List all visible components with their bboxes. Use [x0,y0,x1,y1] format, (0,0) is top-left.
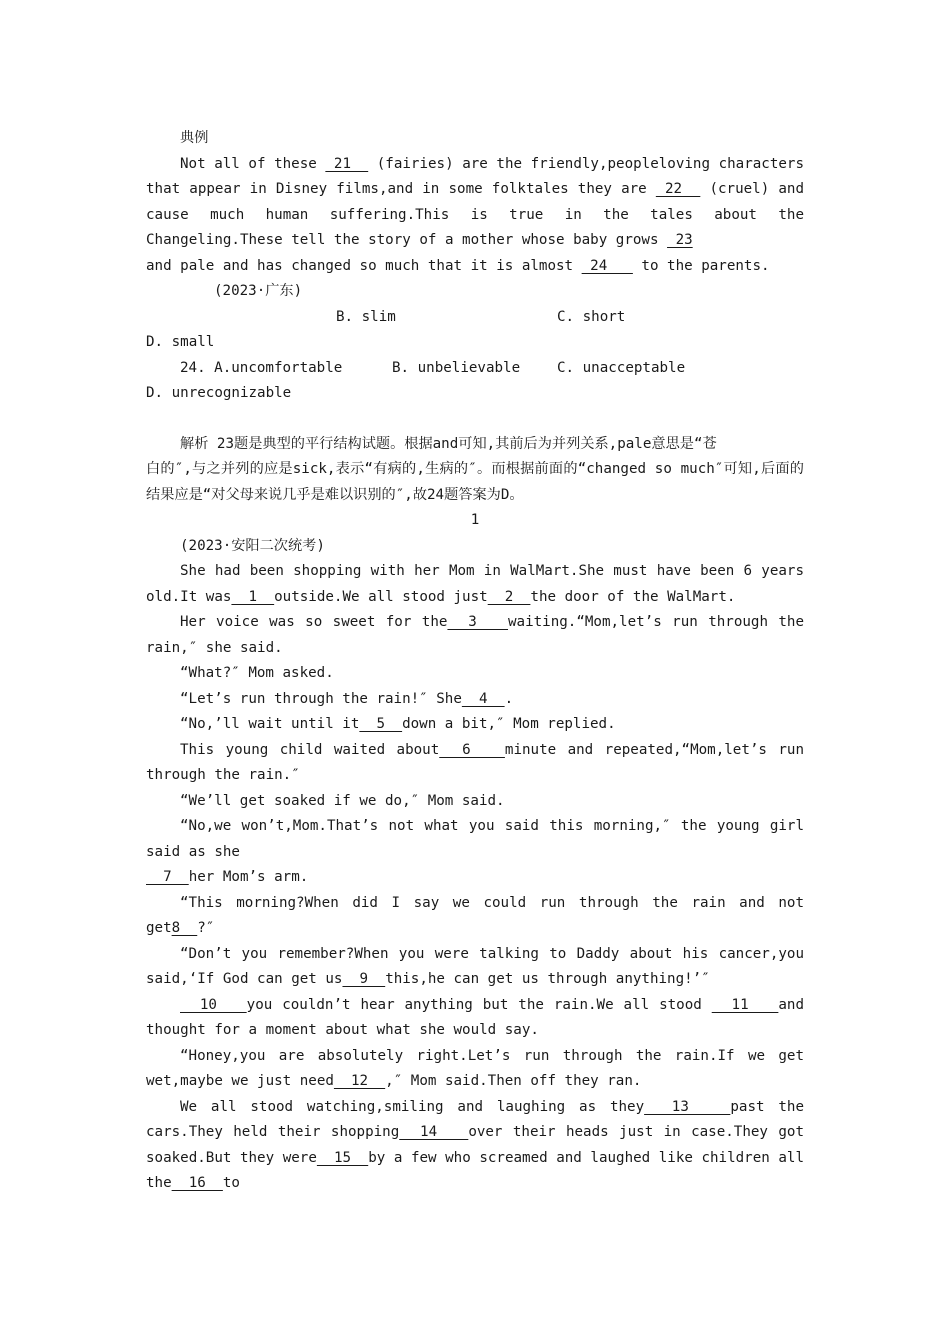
passage-paragraph-3: “What?″ Mom asked. [180,665,334,681]
option-23-b: B. slim [336,308,396,325]
analysis-continued: 白的″,与之并列的应是sick,表示“有病的,生病的″。而根据前面的“changed so much″可知,后面的结果应是“对父母来说几乎是难以识别的″,故24题答案为D。 [146,461,804,503]
passage-paragraph-10: “Don’t you remember?When you were talking to Daddy about his cancer,you said,‘If God can get us 9 this,he can get us through anything!’″ [146,945,804,987]
passage-paragraph-1: She had been shopping with her Mom in WalMart.She must have been 6 years old.It was 1 outside.We all stood just 2 the door of the WalMart. [146,563,804,605]
example-passage-end: and pale and has changed so much that it is almost 24 to the parents. [146,257,770,274]
option-23-c: C. short [557,308,626,325]
blank-7: 7 [146,869,189,885]
option-24-b: B. unbelievable [392,359,521,376]
section-number: 1 [470,512,480,528]
question-23-options [146,305,804,331]
blank-15: 15 [316,1149,369,1166]
example-source: (2023·广东) [214,283,303,299]
passage-paragraph-5: “No,’ll wait until it 5 down a bit,″ Mom replied. [180,716,616,732]
question-24-options [146,356,804,382]
blank-14: 14 [399,1124,469,1140]
passage-paragraph-9: “This morning?When did I say we could run through the rain and not get8 ?″ [146,894,804,936]
blank-16: 16 [171,1175,223,1191]
passage-paragraph-2: Her voice was so sweet for the 3 waiting.“Mom,let’s run through the rain,″ she said. [146,614,805,656]
example-heading: 典例 [180,130,209,146]
analysis-paragraph: 解析 23题是典型的平行结构试题。根据and可知,其前后为并列关系,pale意思是“苍 [180,435,717,452]
blank-6: 6 [439,741,505,758]
blank-21: 21 [325,155,369,172]
passage-paragraph-8: “No,we won’t,Mom.That’s not what you said this morning,″ the young girl said as she [146,818,804,860]
option-24-d: D. unrecognizable [146,385,292,401]
blank-5: 5 [359,716,403,732]
blank-3: 3 [447,614,509,630]
blank-9: 9 [342,971,386,987]
blank-8: 8 [171,920,198,936]
passage-paragraph-11: 10 you couldn’t hear anything but the rain.We all stood 11 and thought for a moment about what she would say. [146,996,804,1038]
blank-12: 12 [333,1073,386,1089]
blank-24: 24 [581,257,633,274]
example-passage: Not all of these 21 (fairies) are the friendly,peopleloving characters that appear in Disney films,and in some folktales they are 22 (cruel) and cause much human suffering.This is true in the tales about the Changeling.These tell the story of a mother whose baby grows 23 [146,155,805,248]
blank-2: 2 [487,588,531,605]
passage-paragraph-6: This young child waited about 6 minute and repeated,“Mom,let’s run through the rain.″ [146,741,804,783]
passage-source: (2023·安阳二次统考) [180,537,325,554]
option-24-c: C. unacceptable [557,359,686,376]
passage-paragraph-13: We all stood watching,smiling and laughing as they 13 past the cars.They held their shopping 14 over their heads just in case.They got soaked.But they were 15 by a few who screamed and laughed like children all the 16 to [146,1098,804,1191]
option-24-a: 24. A.uncomfortable [180,359,343,376]
blank-23: 23 [667,232,693,248]
passage-paragraph-7: “We’ll get soaked if we do,″ Mom said. [180,792,505,809]
blank-4: 4 [461,690,505,707]
blank-10: 10 [180,996,247,1013]
passage-paragraph-8-continued: 7 her Mom’s arm. [146,869,309,885]
blank-1: 1 [231,588,275,605]
option-23-d: D. small [146,334,215,350]
document-page [146,126,804,1197]
passage-paragraph-4: “Let’s run through the rain!″ She 4 . [180,690,514,707]
blank-11: 11 [711,996,779,1013]
blank-13: 13 [644,1098,731,1115]
blank-22: 22 [655,181,701,197]
passage-paragraph-12: “Honey,you are absolutely right.Let’s run through the rain.If we get wet,maybe we just need 12 ,″ Mom said.Then off they ran. [146,1047,804,1089]
